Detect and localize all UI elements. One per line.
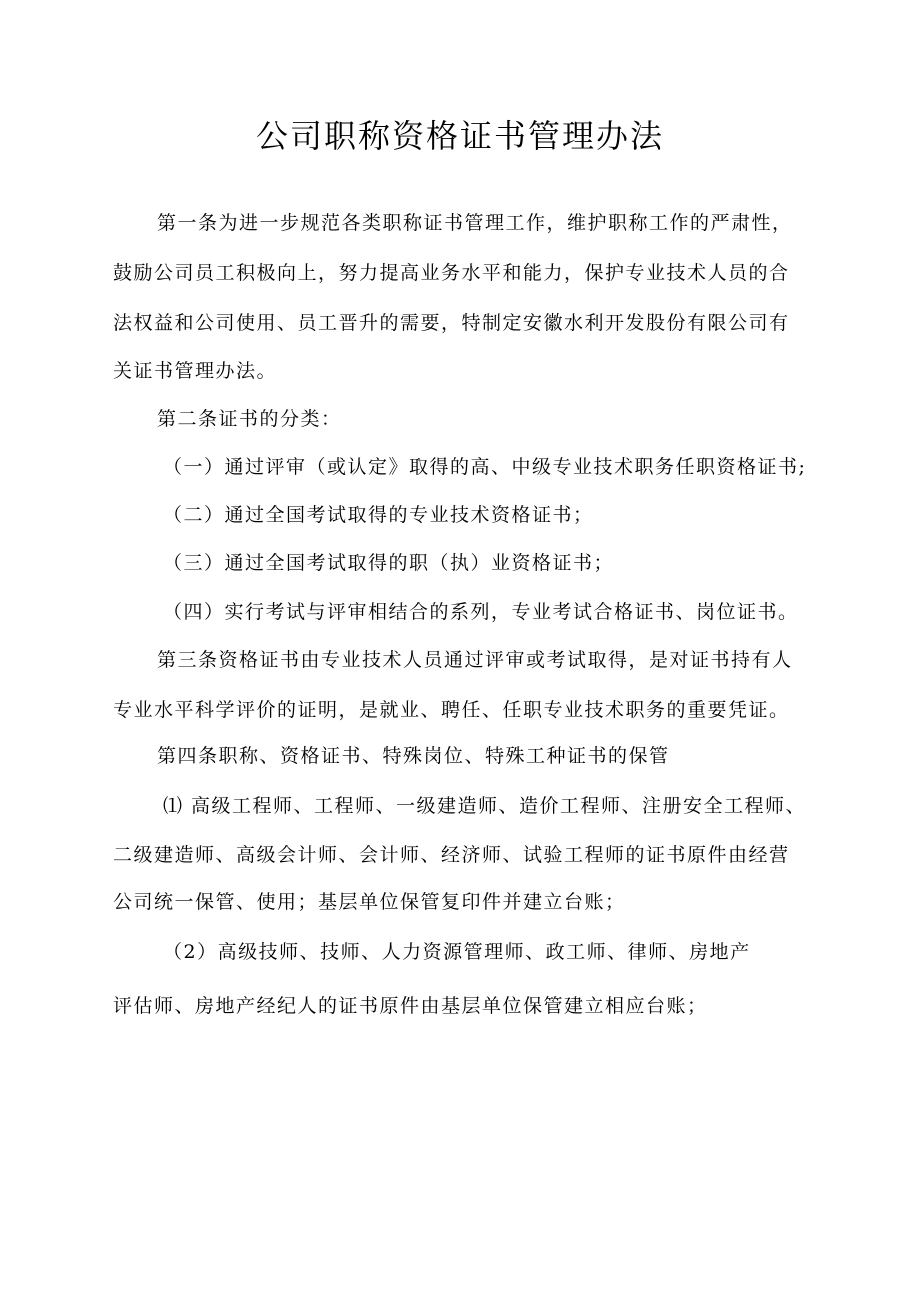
paragraph-line: 评估师、房地产经纪人的证书原件由基层单位保管建立相应台账； xyxy=(113,995,708,1017)
paragraph-line: 公司统一保管、使用；基层单位保管复印件并建立台账； xyxy=(113,891,626,913)
list-item: （2）高级技师、技师、人力资源管理师、政工师、律师、房地产 xyxy=(163,941,751,963)
list-item: （三）通过全国考试取得的职（执）业资格证书； xyxy=(163,552,615,574)
paragraph-line: 关证书管理办法。 xyxy=(113,360,278,382)
list-item: ⑴ 高级工程师、工程师、一级建造师、造价工程师、注册安全工程师、 xyxy=(163,795,807,817)
paragraph-line: 二级建造师、高级会计师、会计师、经济师、试验工程师的证书原件由经营 xyxy=(113,844,790,866)
paragraph-line: 专业水平科学评价的证明，是就业、聘任、任职专业技术职务的重要凭证。 xyxy=(113,699,790,721)
list-item: （四）实行考试与评审相结合的系列，专业考试合格证书、岗位证书。 xyxy=(163,601,799,623)
paragraph-line: 第二条证书的分类： xyxy=(157,408,342,430)
paragraph-line: 法权益和公司使用、员工晋升的需要，特制定安徽水利开发股份有限公司有 xyxy=(113,312,790,334)
paragraph-line: 鼓励公司员工积极向上，努力提高业务水平和能力，保护专业技术人员的合 xyxy=(113,262,790,284)
paragraph-line: 第三条资格证书由专业技术人员通过评审或考试取得，是对证书持有人 xyxy=(157,649,793,671)
paragraph-line: 第一条为进一步规范各类职称证书管理工作，维护职称工作的严肃性， xyxy=(157,212,793,234)
list-item: （一）通过评审（或认定》取得的高、中级专业技术职务任职资格证书; xyxy=(163,456,807,478)
paragraph-line: 第四条职称、资格证书、特殊岗位、特殊工种证书的保管 xyxy=(157,745,670,767)
list-item: （二）通过全国考试取得的专业技术资格证书； xyxy=(163,504,594,526)
document-title: 公司职称资格证书管理办法 xyxy=(255,117,664,155)
